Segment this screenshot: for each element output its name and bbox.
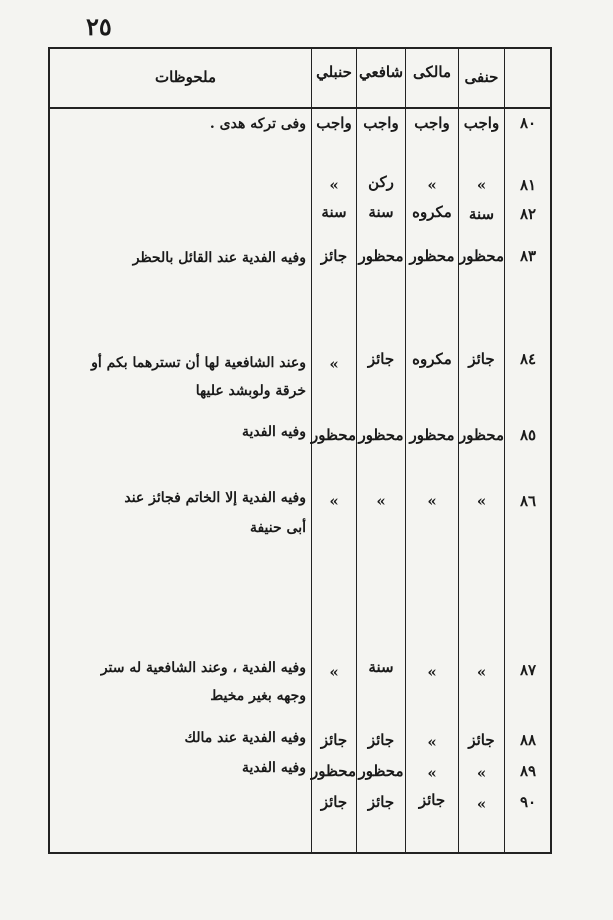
- table-top-border: [48, 47, 552, 49]
- cell-maliki: »: [427, 764, 437, 782]
- row-number: ٩٠: [519, 793, 537, 811]
- row-number: ٨٨: [519, 731, 537, 749]
- note-line: وفيه الفدية: [241, 424, 306, 440]
- cell-hanafi: »: [476, 795, 487, 813]
- cell-hanafi: واجب: [463, 114, 500, 132]
- cell-hanafi: »: [476, 176, 487, 194]
- row-number: ٨٢: [519, 205, 537, 223]
- cell-hanbali: جائز: [320, 793, 348, 811]
- page-number: ٢٥: [86, 12, 112, 41]
- note-line: وفيه الفدية: [241, 760, 306, 776]
- cell-maliki: مكروه: [412, 350, 452, 368]
- row-number: ٨٥: [519, 426, 537, 444]
- cell-hanbali: »: [329, 492, 339, 510]
- row-number: ٨٧: [519, 661, 537, 679]
- row-number: ٨٠: [519, 114, 537, 132]
- cell-maliki: »: [427, 176, 437, 194]
- note-line: خرقة ولوبشد عليها: [195, 383, 306, 399]
- cell-shafii: محظور: [358, 762, 404, 780]
- note-line: أبى حنيفة: [249, 520, 306, 536]
- cell-shafii: محظور: [358, 247, 404, 265]
- cell-shafii: واجب: [363, 114, 399, 132]
- note-line: وفيه الفدية إلا الخاتم فجائز عند: [124, 490, 306, 506]
- cell-shafii: سنة: [368, 203, 394, 221]
- cell-shafii: سنة: [368, 658, 394, 676]
- cell-hanbali: محظور: [310, 426, 356, 444]
- header-hanafi: حنفى: [464, 68, 499, 86]
- row-number: ٨٦: [519, 492, 537, 510]
- cell-hanbali: جائز: [320, 247, 348, 265]
- note-line: وفيه الفدية ، وعند الشافعية له ستر: [100, 660, 306, 676]
- note-line: وفيه الفدية عند مالك: [184, 730, 306, 746]
- row-number: ٨١: [519, 176, 537, 194]
- header-hanbali: حنبلي: [316, 63, 352, 81]
- row-number: ٨٩: [519, 762, 537, 780]
- cell-maliki: »: [427, 492, 437, 510]
- cell-hanafi: جائز: [468, 350, 495, 368]
- cell-shafii: جائز: [367, 793, 395, 811]
- cell-hanafi: جائز: [468, 731, 495, 749]
- cell-hanafi: »: [476, 492, 487, 510]
- cell-hanbali: سنة: [321, 203, 347, 221]
- cell-shafii: جائز: [367, 731, 395, 749]
- note-line: وعند الشافعية لها أن تسترهما بكم أو: [91, 355, 306, 371]
- cell-maliki: مكروه: [412, 203, 452, 221]
- cell-hanbali: محظور: [310, 762, 356, 780]
- table-bottom-border: [48, 852, 552, 854]
- cell-shafii: »: [376, 492, 386, 510]
- cell-shafii: جائز: [367, 350, 395, 368]
- cell-hanafi: »: [476, 764, 487, 782]
- cell-hanafi: سنة: [468, 205, 495, 223]
- row-number: ٨٤: [519, 350, 537, 368]
- table-right-border: [550, 47, 552, 854]
- column-divider: [504, 47, 505, 854]
- note-line: وفيه الفدية عند القائل بالحظر: [132, 250, 306, 266]
- cell-maliki: محظور: [409, 426, 455, 444]
- cell-maliki: محظور: [409, 247, 455, 265]
- row-number: ٨٣: [519, 247, 537, 265]
- header-notes: ملحوظات: [154, 68, 217, 86]
- note-line: وفى تركه هدى .: [209, 116, 306, 132]
- header-shafii: شافعي: [358, 63, 404, 81]
- cell-maliki: »: [427, 663, 437, 681]
- cell-hanafi: محظور: [458, 247, 504, 265]
- header-separator: [48, 107, 552, 109]
- cell-shafii: محظور: [358, 426, 404, 444]
- cell-hanbali: واجب: [316, 114, 352, 132]
- cell-maliki: جائز: [418, 791, 446, 809]
- cell-hanbali: »: [329, 355, 339, 373]
- cell-maliki: واجب: [414, 114, 450, 132]
- cell-hanbali: »: [329, 176, 339, 194]
- cell-shafii: ركن: [368, 173, 394, 191]
- cell-hanbali: جائز: [320, 731, 348, 749]
- header-maliki: مالكى: [413, 63, 451, 81]
- cell-hanafi: محظور: [458, 426, 504, 444]
- cell-maliki: »: [427, 733, 437, 751]
- note-line: وجهه بغير مخيط: [210, 688, 306, 704]
- table-left-border: [48, 47, 50, 854]
- cell-hanbali: »: [329, 663, 339, 681]
- cell-hanafi: »: [476, 663, 487, 681]
